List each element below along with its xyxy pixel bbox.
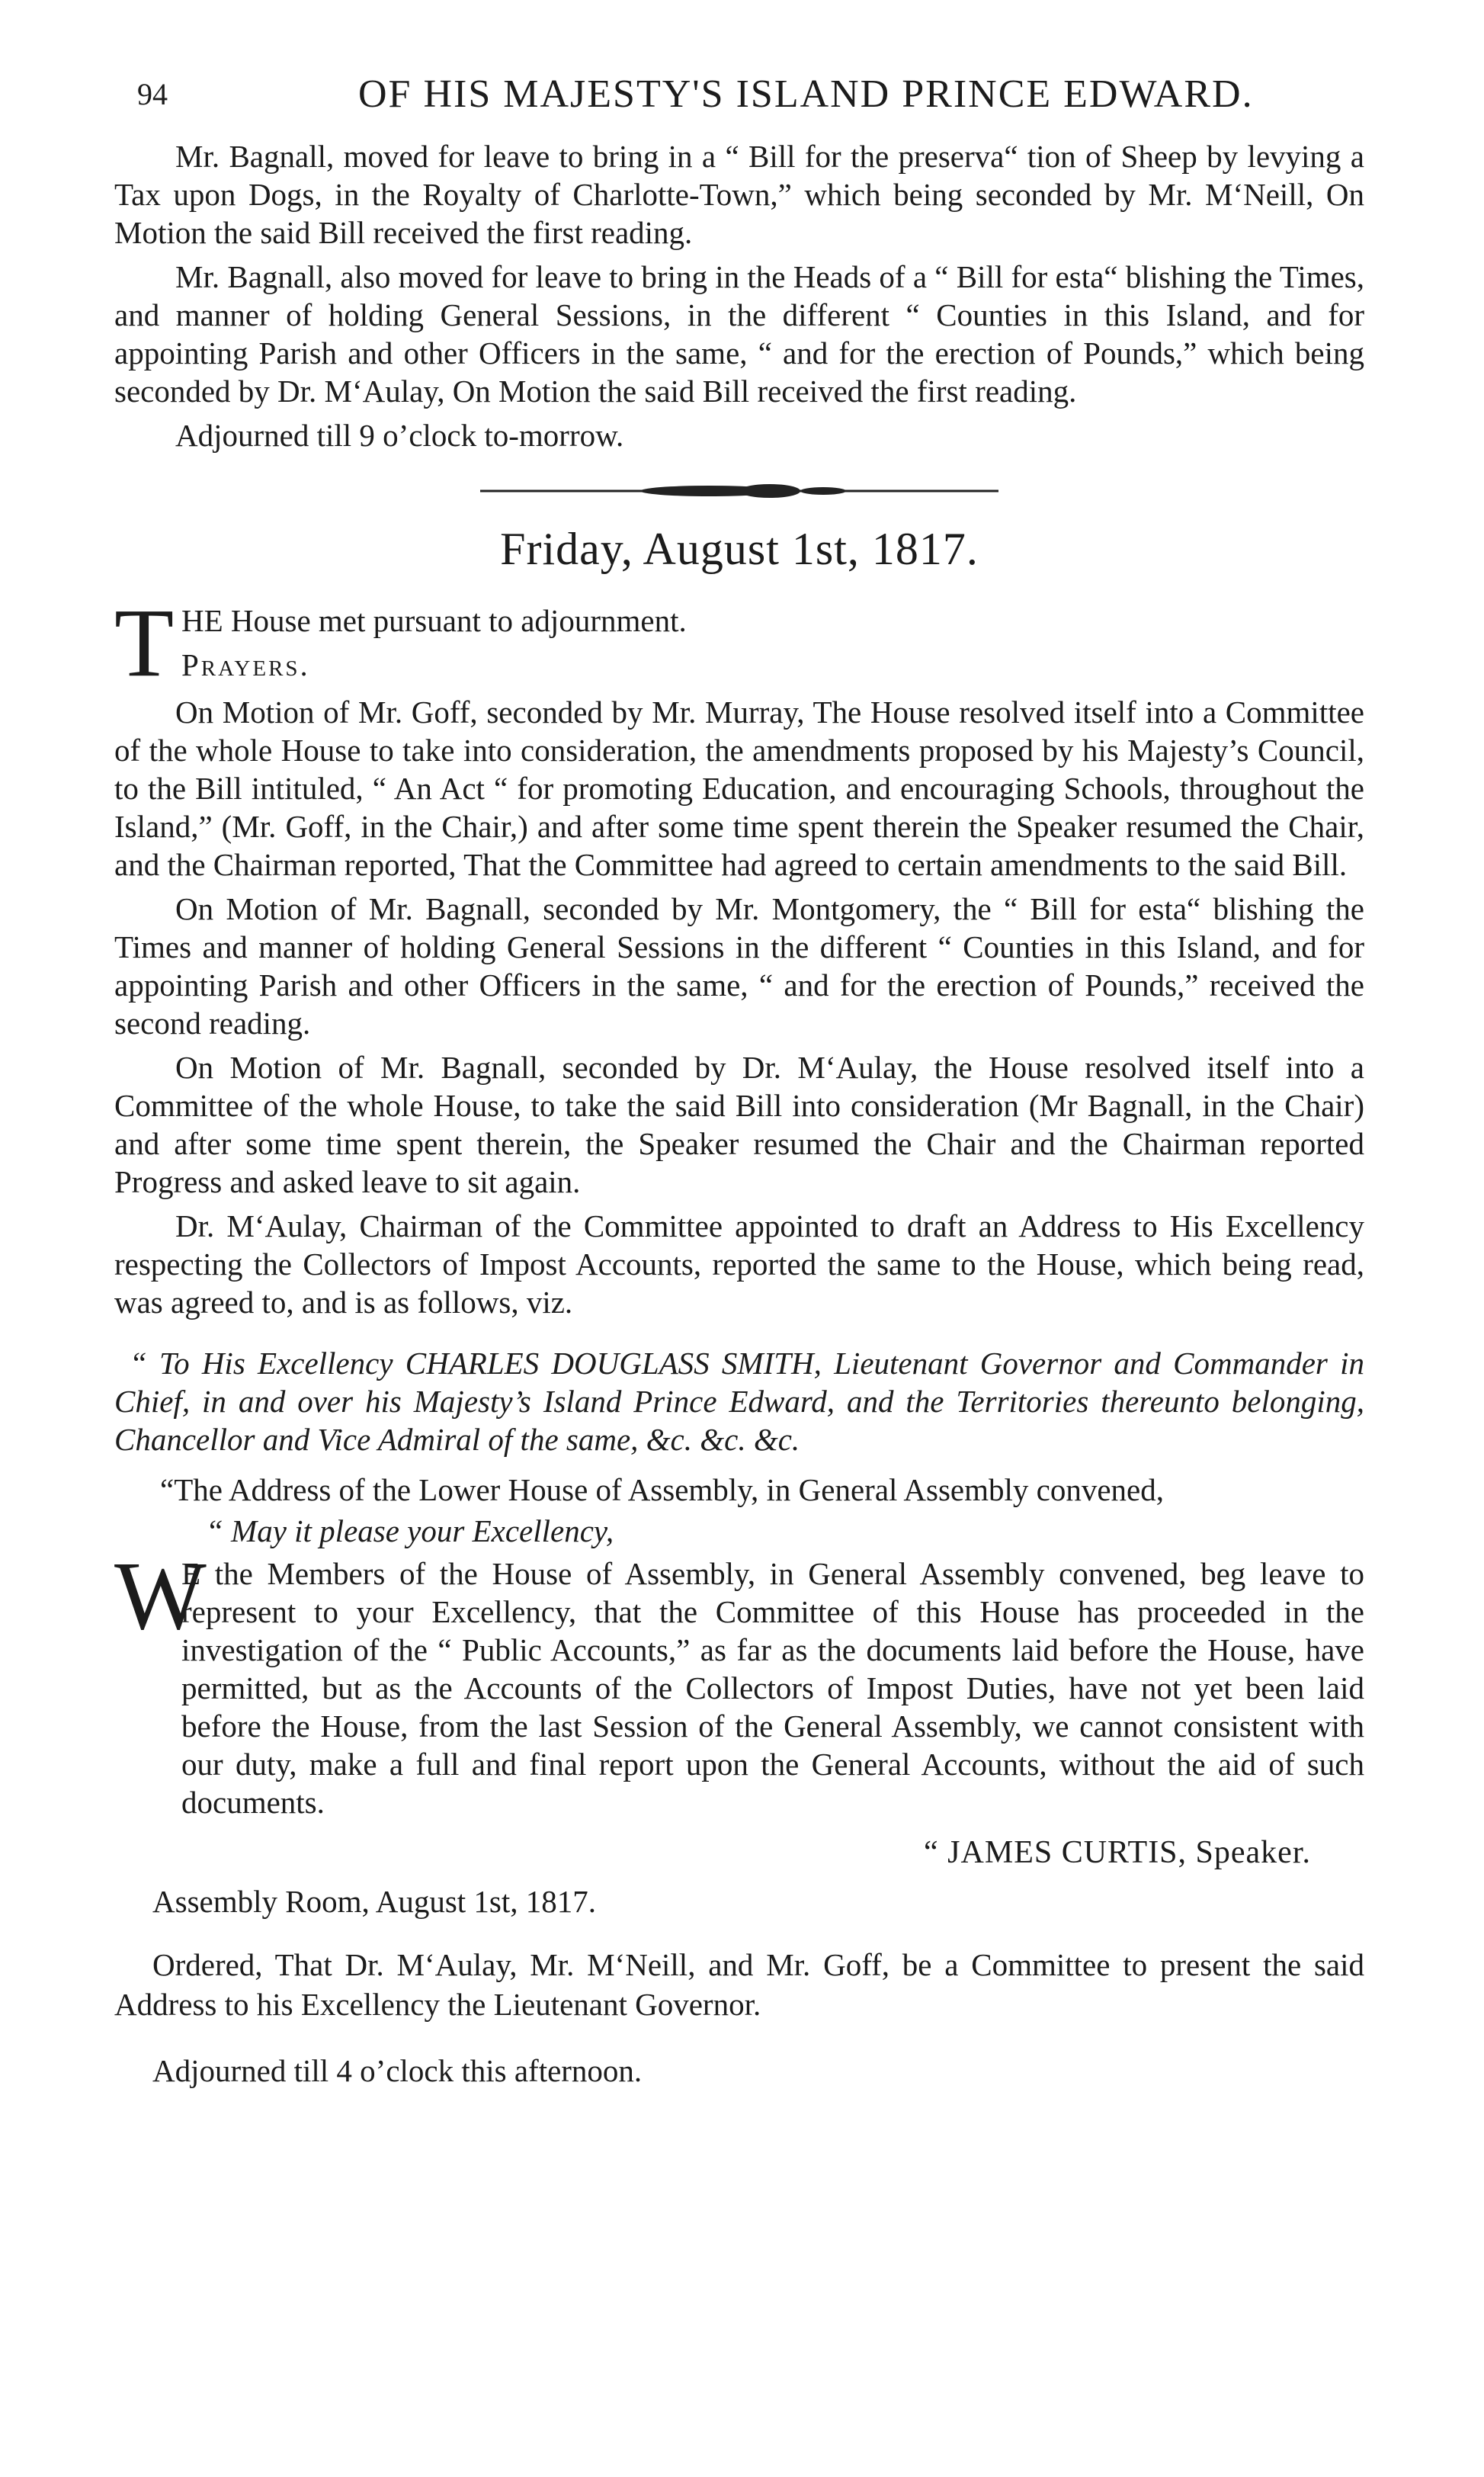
address-opening: “The Address of the Lower House of Assembly, in General Assembly convened, [160, 1472, 1165, 1507]
paragraph-sheep-bill: Mr. Bagnall, moved for leave to bring in a “ Bill for the preserva“ tion of Sheep by levying a Tax upon Dogs, in the Royalty of Charlotte-Town,” which being seconded by Mr. M‘Neill, On Motion the said Bill received the first reading. [114, 139, 1364, 250]
page-header [114, 72, 1364, 125]
address-recipient: “ To His Excellency CHARLES DOUGLASS SMITH, Lieutenant Governor and Commander in Chief, in and over his Majesty’s Island Prince Edward, and the Territories thereunto belonging, Chancellor and Vice Admiral of the same, &c. &c. &c. [114, 1346, 1364, 1457]
final-adjournment-line: Adjourned till 4 o’clock this afternoon. [152, 2053, 643, 2088]
house-met-block [114, 589, 1364, 697]
house-met-text: HE House met pursuant to adjournment. [181, 603, 687, 638]
address-body-text: E the Members of the House of Assembly, in General Assembly convened, beg leave to represent to your Excellency, that the Committee of this House has proceeded in the investigation of the “ Public Accounts,” as far as the documents laid before the House, have permitted, but as the Accounts of the Collectors of Impost Duties, have not yet been laid before the House, from the last Session of the General Assembly, we cannot consistent with our duty, make a full and final report upon the General Accounts, without the aid of such documents. [181, 1556, 1364, 1820]
paragraph-ordered: Ordered, That Dr. M‘Aulay, Mr. M‘Neill, and Mr. Goff, be a Committee to present the said Address to his Excellency the Lieutenant Governor. [114, 1947, 1364, 2022]
divider-rule-icon [480, 482, 998, 500]
paragraph-sessions-bill: Mr. Bagnall, also moved for leave to bring in the Heads of a “ Bill for esta“ blishing the Times, and manner of holding General Sessions, in the different “ Counties in this Island, and for appointing Parish and other Officers in the same, “ and for the erection of Pounds,” which being seconded by Dr. M‘Aulay, On Motion the said Bill received the first reading. [114, 259, 1365, 409]
address-salutation: “ May it please your Excellency, [206, 1513, 614, 1548]
page-body [114, 137, 1364, 2090]
page-number: 94 [137, 77, 168, 111]
paragraph-second-reading: On Motion of Mr. Bagnall, seconded by Mr. Montgomery, the “ Bill for esta“ blishing the Times and manner of holding General Sessions in the different “ Counties in this Island, and for appointing Parish and other Officers in the same, “ and for the erection of Pounds,” received the second reading. [114, 891, 1364, 1041]
drop-cap-letter: T [114, 589, 175, 697]
ornamental-divider [114, 482, 1364, 500]
session-date-heading: Friday, August 1st, 1817. [500, 524, 979, 574]
speaker-signature: “ JAMES CURTIS, Speaker. [924, 1835, 1311, 1870]
address-dateline: Assembly Room, August 1st, 1817. [152, 1884, 597, 1919]
paragraph-committee: On Motion of Mr. Bagnall, seconded by Dr. M‘Aulay, the House resolved itself into a Committee of the whole House, to take the said Bill into consideration (Mr Bagnall, in the Chair) and after some time spent therein, the Speaker resumed the Chair and the Chairman reported Progress and asked leave to sit again. [114, 1050, 1364, 1199]
address-body-block [114, 1542, 1364, 1821]
address-drop-cap: W [114, 1542, 207, 1650]
paragraph-education-bill: On Motion of Mr. Goff, seconded by Mr. Murray, The House resolved itself into a Committee of the whole House to take into consideration, the amendments proposed by his Majesty’s Council, to the Bill intituled, “ An Act “ for promoting Education, and encouraging Schools, throughout the Island,” (Mr. Goff, in the Chair,) and after some time spent therein the Speaker resumed the Chair, and the Chairman reported, That the Committee had agreed to certain amendments to the said Bill. [114, 695, 1364, 882]
paragraph-address-report: Dr. M‘Aulay, Chairman of the Committee appointed to draft an Address to His Excellency respecting the Collectors of Impost Accounts, reported the same to the House, which being read, was agreed to, and is as follows, viz. [114, 1208, 1364, 1320]
adjournment-line: Adjourned till 9 o’clock to-morrow. [175, 418, 624, 453]
running-title: OF HIS MAJESTY'S ISLAND PRINCE EDWARD. [358, 72, 1254, 116]
prayers-label: Prayers. [181, 647, 310, 682]
